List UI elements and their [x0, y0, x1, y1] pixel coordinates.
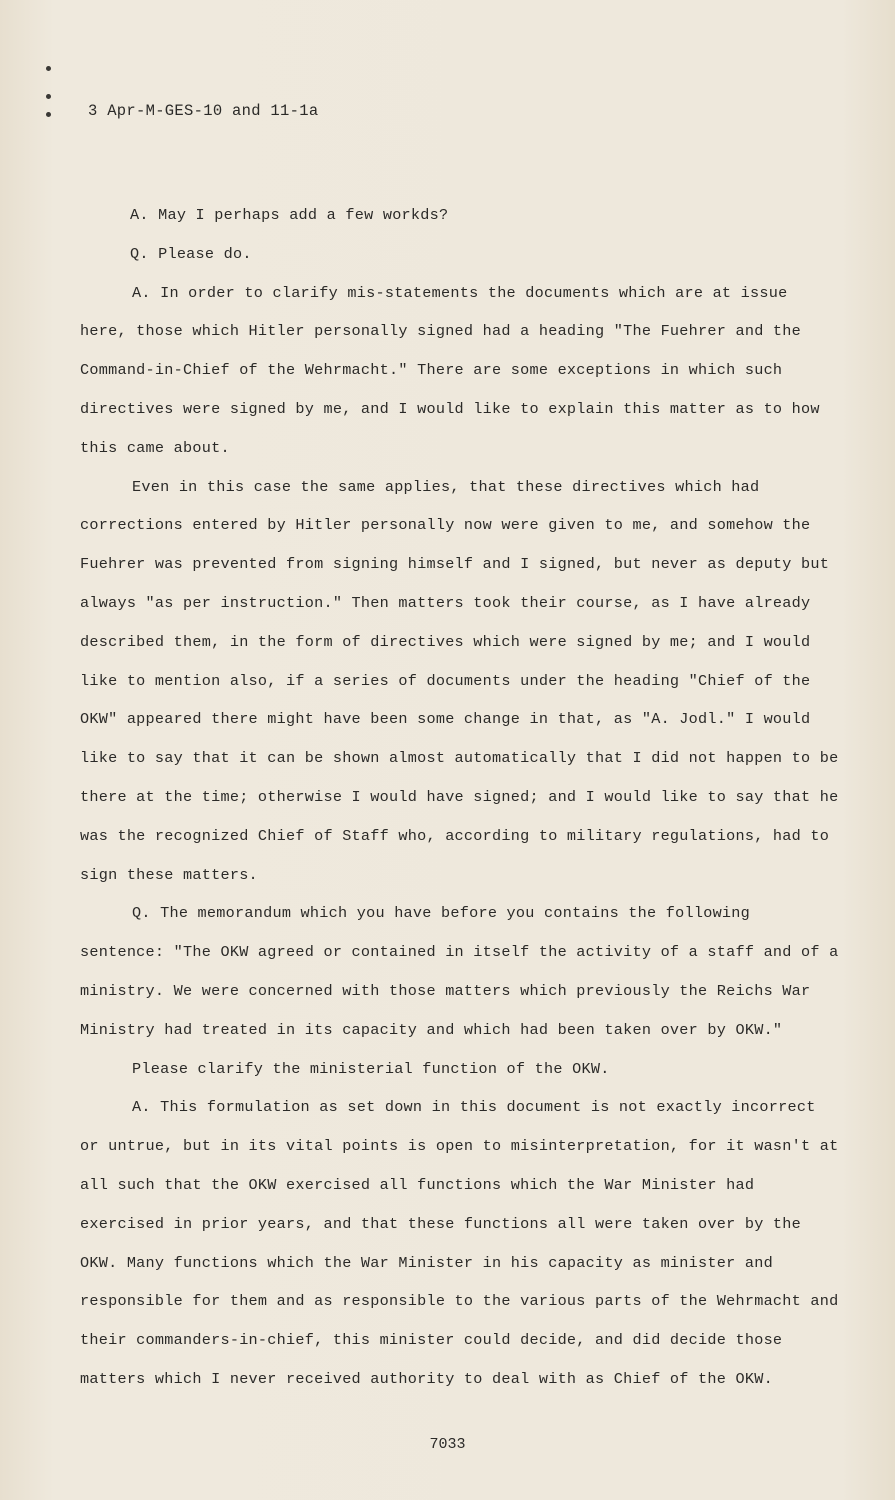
question-paragraph: Q. The memorandum which you have before you contains the following sentence: "The OKW agreed or contained in itself the activity of a staff and of a ministry. We were concerned with those matters which previously the Reichs War Ministry had treated in its capacity and which had been taken over by OKW."	[80, 904, 839, 1039]
answer-paragraph: A. In order to clarify mis-statements the documents which are at issue here, those which Hitler personally signed had a heading "The Fuehrer and the Command-in-Chief of the Wehrmacht." There are some exceptions in which such directives were signed by me, and I would like to explain this matter as to how this came about.	[80, 283, 820, 457]
answer-paragraph: A. May I perhaps add a few workds?	[130, 206, 449, 224]
answer-paragraph: A. This formulation as set down in this document is not exactly incorrect or untrue, but in its vital points is open to misinterpretation, for it wasn't at all such that the OKW exercised all functions which the War Minister had exercised in prior years, and that these functions all were taken over by the OKW. Many functions which the War Minister in his capacity as minister and responsible for them and as responsible to the various parts of the Wehrmacht and their commanders-in-chief, this minister could decide, and did decide those matters which I never received authority to deal with as Chief of the OKW.	[80, 1098, 839, 1388]
body-paragraph: Even in this case the same applies, that these directives which had corrections entered by Hitler personally now were given to me, and somehow the Fuehrer was prevented from signing himself and I signed, but never as deputy but always "as per instruction." Then matters took their course, as I have already described them, in the form of directives which were signed by me; and I would like to mention also, if a series of documents under the heading "Chief of the OKW" appeared there might have been some change in that, as "A. Jodl." I would like to say that it can be shown almost automatically that I did not happen to be there at the time; otherwise I would have signed; and I would like to say that he was the recognized Chief of Staff who, according to military regulations, had to sign these matters.	[80, 477, 839, 884]
document-header: 3 Apr-M-GES-10 and 11-1a	[88, 102, 319, 120]
document-body	[80, 196, 842, 1399]
body-paragraph: Please clarify the ministerial function of the OKW.	[132, 1059, 610, 1078]
question-paragraph: Q. Please do.	[130, 244, 252, 263]
page-number: 7033	[429, 1436, 466, 1453]
punch-marks	[46, 60, 60, 130]
